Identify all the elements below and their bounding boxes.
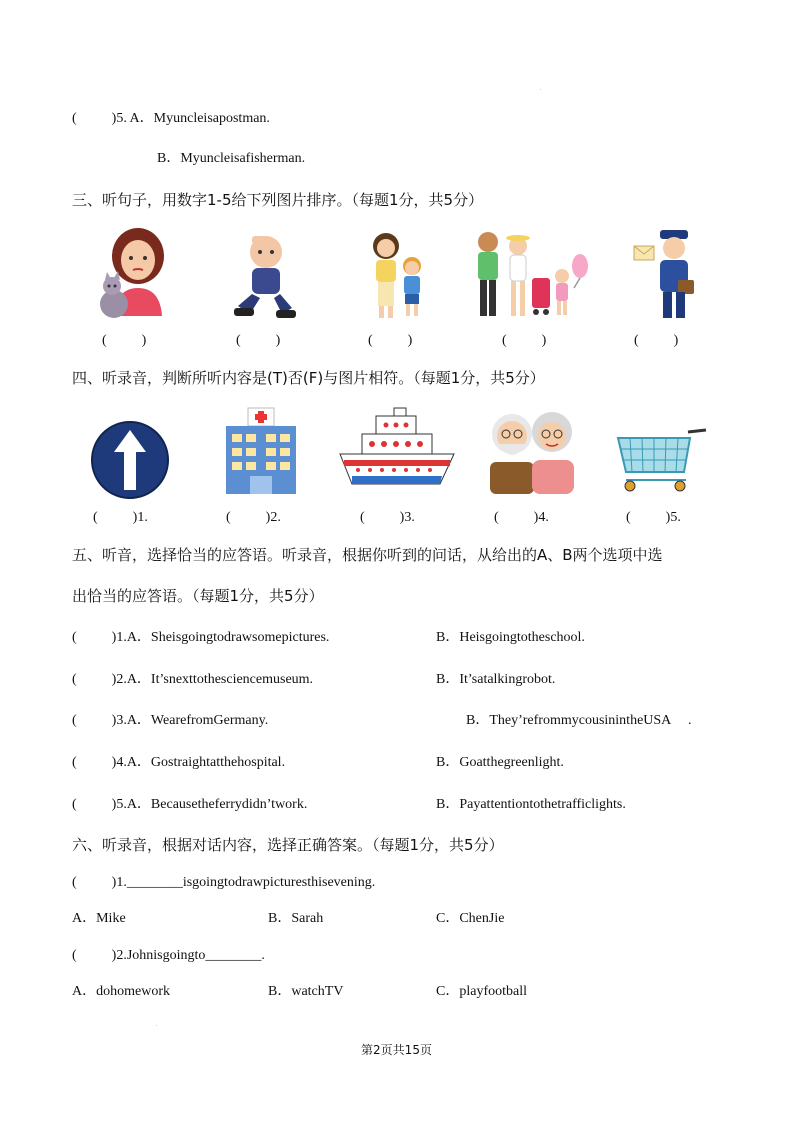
sec5-q3-option-b: B．They’refrommycousinintheUSA . (466, 713, 692, 728)
woman-with-cat-picture (96, 226, 166, 321)
sec4-blank-3[interactable]: ( )3. (360, 510, 415, 525)
q5-option-a: ( )5. A．Myuncleisapostman. (72, 111, 270, 126)
sec4-blank-1[interactable]: ( )1. (93, 510, 148, 525)
go-straight-sign-picture (90, 420, 170, 500)
sec5-q5-option-b: B．Payattentiontothetrafficlights. (436, 797, 626, 812)
sec6-q1-option-a: A．Mike (72, 911, 126, 926)
sec3-blank-2[interactable]: ( ) (236, 333, 281, 348)
family-travel-picture (470, 226, 590, 322)
sec5-q4-option-b: B．Goatthegreenlight. (436, 755, 564, 770)
page-footer: 第2页共15页 (361, 1043, 432, 1057)
sec6-q1-option-b: B．Sarah (268, 911, 324, 926)
sec3-blank-1[interactable]: ( ) (102, 333, 147, 348)
sec6-q2-option-c: C．playfootball (436, 984, 527, 999)
q5-option-b: B．Myuncleisafisherman. (157, 151, 306, 166)
sec5-q2-option-a: ( )2.A．It’snexttothesciencemuseum. (72, 672, 314, 687)
sec5-q4-option-a: ( )4.A．Gostraightatthehospital. (72, 755, 286, 770)
grandparents-picture (484, 404, 580, 494)
scan-dot: . (540, 86, 542, 92)
section3-heading: 三、听句子，用数字1-5给下列图片排序。（每题1分，共5分） (72, 191, 484, 209)
sec6-q1-stem: ( )1.________isgoingtodrawpicturesthisevening. (72, 875, 376, 890)
scan-dot: . (156, 1022, 158, 1028)
sec5-q1-option-b: B．Heisgoingtotheschool. (436, 630, 585, 645)
sec5-q5-option-a: ( )5.A．Becausetheferrydidn’twork. (72, 797, 308, 812)
section4-heading: 四、听录音，判断所听内容是(T)否(F)与图片相符。（每题1分，共5分） (72, 369, 545, 387)
shopping-cart-picture (614, 424, 710, 494)
ship-picture (336, 404, 458, 496)
sec3-blank-5[interactable]: ( ) (634, 333, 679, 348)
sec3-blank-4[interactable]: ( ) (502, 333, 547, 348)
hospital-picture (220, 404, 302, 496)
sec6-q2-stem: ( )2.Johnisgoingto________. (72, 948, 265, 963)
sec4-blank-5[interactable]: ( )5. (626, 510, 681, 525)
sec4-blank-4[interactable]: ( )4. (494, 510, 549, 525)
sec5-q1-option-a: ( )1.A．Sheisgoingtodrawsomepictures. (72, 630, 330, 645)
sec3-blank-3[interactable]: ( ) (368, 333, 413, 348)
section5-heading-line1: 五、听音，选择恰当的应答语。听录音，根据你听到的问话，从给出的A、B两个选项中选 (72, 546, 663, 564)
boy-kneeling-picture (230, 228, 300, 323)
sec6-q2-option-b: B．watchTV (268, 984, 344, 999)
sec5-q2-option-b: B．It’satalkingrobot. (436, 672, 556, 687)
sec6-q1-option-c: C．ChenJie (436, 911, 505, 926)
sec4-blank-2[interactable]: ( )2. (226, 510, 281, 525)
sec6-q2-option-a: A．dohomework (72, 984, 170, 999)
mother-and-son-picture (366, 228, 430, 323)
sec5-q3-option-a: ( )3.A．WearefromGermany. (72, 713, 269, 728)
section5-heading-line2: 出恰当的应答语。（每题1分，共5分） (72, 587, 324, 605)
section6-heading: 六、听录音，根据对话内容，选择正确答案。（每题1分，共5分） (72, 836, 504, 854)
postman-picture (632, 226, 696, 322)
